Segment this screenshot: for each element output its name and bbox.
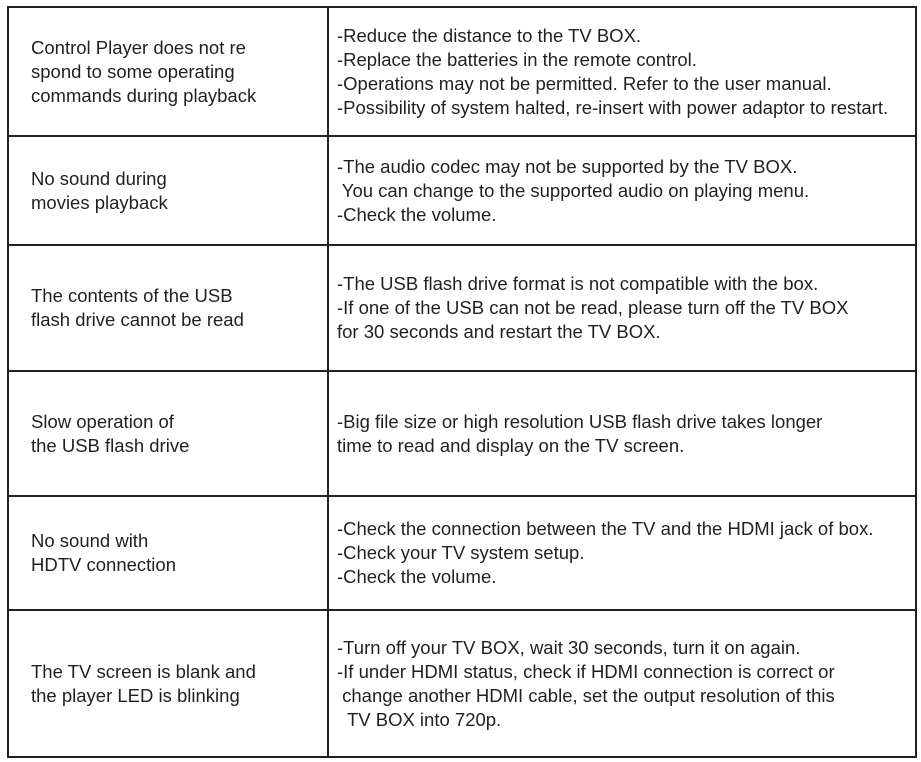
solution-text: -Check the volume.	[337, 203, 497, 225]
problem-cell	[8, 371, 328, 496]
solution-text: -Reduce the distance to the TV BOX.	[337, 24, 642, 46]
solution-text: -Turn off your TV BOX, wait 30 seconds, turn it on again.	[337, 636, 801, 658]
solution-cell	[328, 371, 916, 496]
solution-text: -Possibility of system halted, re-insert with power adaptor to restart.	[337, 96, 889, 118]
solution-text: -Check your TV system setup.	[337, 542, 585, 563]
solution-cell	[328, 496, 916, 610]
problem-text: Slow operation of	[31, 410, 174, 432]
problem-text: movies playback	[31, 191, 168, 213]
problem-text: the USB flash drive	[31, 434, 190, 456]
troubleshooting-table	[7, 6, 917, 758]
problem-text: commands during playback	[31, 84, 257, 106]
problem-text: spond to some operating	[31, 60, 235, 82]
table-row	[8, 610, 916, 757]
problem-text: The TV screen is blank and	[31, 660, 256, 682]
solution-text: for 30 seconds and restart the TV BOX.	[337, 321, 661, 342]
problem-text: No sound during	[31, 167, 167, 189]
solution-text: time to read and display on the TV screen.	[337, 434, 685, 456]
solution-cell	[328, 7, 916, 136]
solution-cell	[328, 245, 916, 371]
problem-cell	[8, 7, 328, 136]
solution-text: -Check the volume.	[337, 566, 497, 587]
solution-text: -The audio codec may not be supported by the TV BOX.	[337, 155, 798, 177]
table-row	[8, 136, 916, 245]
problem-cell	[8, 610, 328, 757]
solution-text: change another HDMI cable, set the output resolution of this	[337, 684, 835, 706]
table-row	[8, 496, 916, 610]
table-row	[8, 245, 916, 371]
problem-text: the player LED is blinking	[31, 684, 240, 706]
problem-cell	[8, 496, 328, 610]
problem-text: The contents of the USB	[31, 285, 233, 306]
solution-text: -Check the connection between the TV and the HDMI jack of box.	[337, 518, 874, 539]
solution-text: TV BOX into 720p.	[337, 708, 502, 730]
problem-text: HDTV connection	[31, 554, 176, 575]
solution-text: You can change to the supported audio on playing menu.	[337, 179, 810, 201]
problem-text: flash drive cannot be read	[31, 309, 244, 330]
solution-text: -Replace the batteries in the remote control.	[337, 48, 697, 70]
problem-cell	[8, 245, 328, 371]
solution-text: -If under HDMI status, check if HDMI connection is correct or	[337, 660, 835, 682]
solution-text: -Operations may not be permitted. Refer to the user manual.	[337, 72, 832, 94]
solution-text: -The USB flash drive format is not compatible with the box.	[337, 273, 819, 294]
solution-text: -Big file size or high resolution USB flash drive takes longer	[337, 410, 823, 432]
solution-text: -If one of the USB can not be read, please turn off the TV BOX	[337, 297, 849, 318]
table-row	[8, 371, 916, 496]
solution-cell	[328, 136, 916, 245]
table-row	[8, 7, 916, 136]
solution-cell	[328, 610, 916, 757]
problem-text: Control Player does not re	[31, 36, 246, 58]
problem-text: No sound with	[31, 530, 149, 551]
problem-cell	[8, 136, 328, 245]
